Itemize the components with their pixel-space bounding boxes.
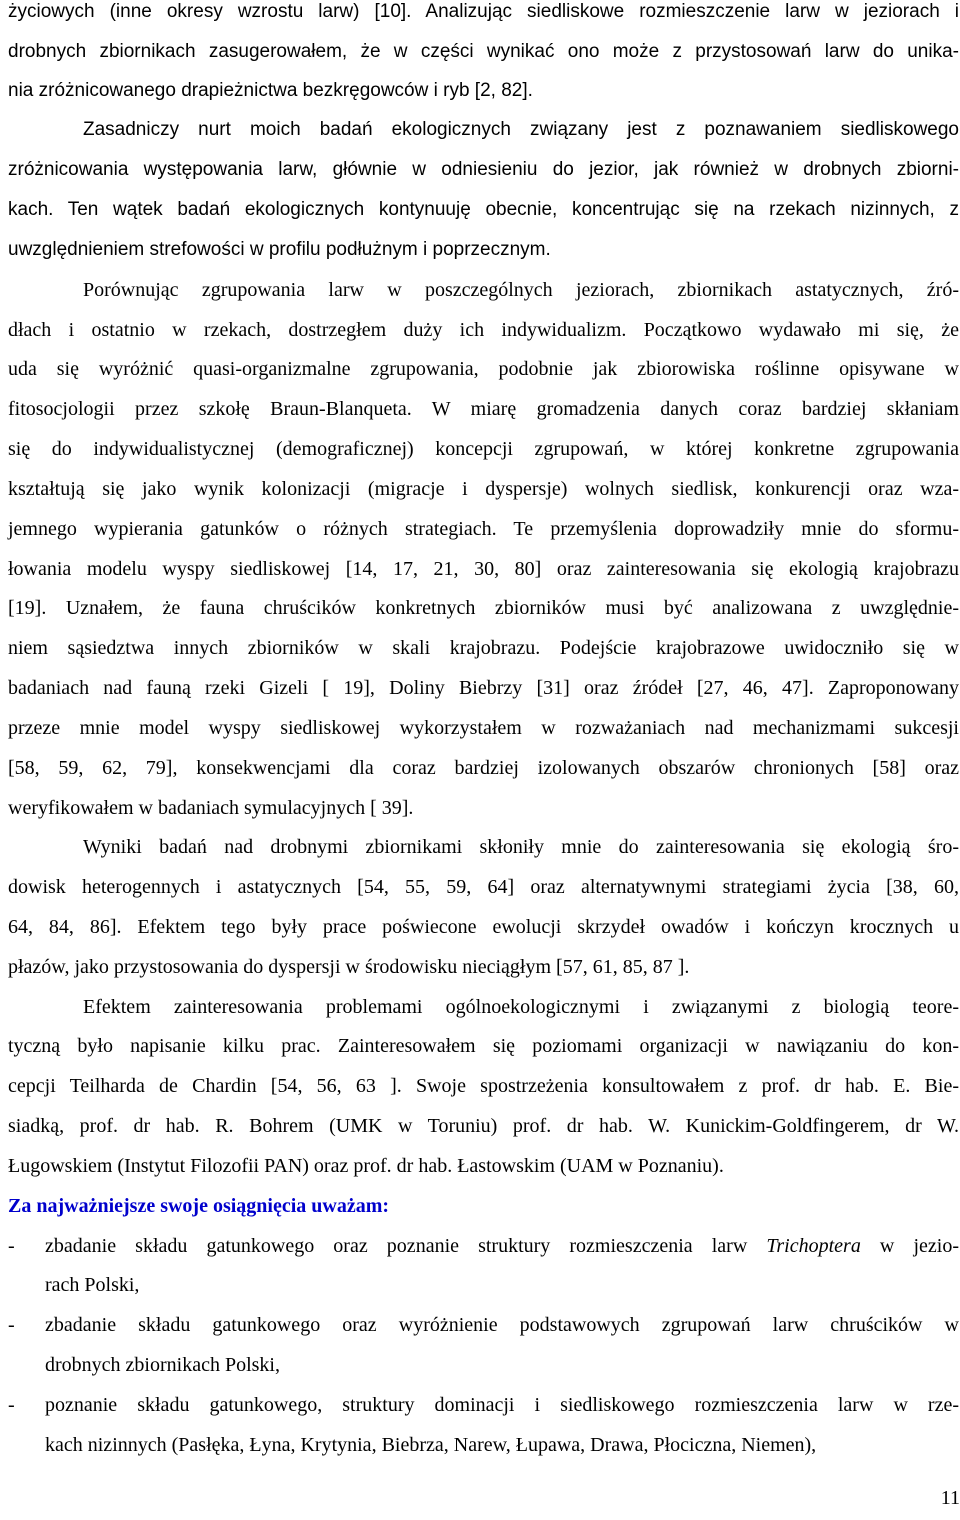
text-line: dłach i ostatnio w rzekach, dostrzegłem duży ich indywidualizm. Początkowo wydawało mi się, że <box>8 319 959 341</box>
bullet-item-line: kach nizinnych (Pasłęka, Łyna, Krytynia, Biebrza, Narew, Łupawa, Drawa, Płociczna, Niemen), <box>45 1434 817 1456</box>
text-line: [19]. Uznałem, że fauna chruścików konkretnych zbiorników musi być analizowana z uwzględnie- <box>8 597 959 619</box>
page-number: 11 <box>940 1487 960 1509</box>
text-line: płazów, jako przystosowania do dyspersji w środowisku nieciągłym [57, 61, 85, 87 ]. <box>8 956 690 978</box>
text-line: życiowych (inne okresy wzrostu larw) [10]. Analizując siedliskowe rozmieszczenie larw w jeziorach i <box>8 1 959 22</box>
text-line: kształtują się jako wynik kolonizacji (migracje i dyspersje) wolnych siedlisk, konkurencji oraz wza- <box>8 478 959 500</box>
text-line: cepcji Teilharda de Chardin [54, 56, 63 ]. Swoje spostrzeżenia konsultowałem z prof. dr hab. E. Bie- <box>8 1075 959 1097</box>
text-line: fitosocjologii przez szkołę Braun-Blanqueta. W miarę gromadzenia danych coraz bardziej skłaniam <box>8 398 959 420</box>
bullet-item-line: poznanie składu gatunkowego, struktury dominacji i siedliskowego rozmieszczenia larw w rze- <box>45 1394 959 1416</box>
bullet-dash: - <box>8 1235 15 1257</box>
bullet-text: w jezio- <box>860 1235 959 1257</box>
bullet-text: zbadanie składu gatunkowego oraz poznanie struktury rozmieszczenia larw <box>45 1235 767 1257</box>
text-line: dowisk heterogennych i astatycznych [54, 55, 59, 64] oraz alternatywnymi strategiami życia [38, 60, <box>8 876 959 898</box>
text-line: 64, 84, 86]. Efektem tego były prace poświecone ewolucji skrzydeł owadów i kończyn krocznych u <box>8 916 959 938</box>
text-line: tyczną było napisanie kilku prac. Zainteresowałem się poziomami organizacji w nawiązaniu do kon- <box>8 1035 959 1057</box>
text-line: badaniach nad fauną rzeki Gizeli [ 19], Doliny Biebrzy [31] oraz źródeł [27, 46, 47]. Zaproponowany <box>8 677 959 699</box>
bullet-item-line: rach Polski, <box>45 1274 140 1296</box>
text-line: przeze mnie model wyspy siedliskowej wykorzystałem w rozważaniach nad mechanizmami sukcesji <box>8 717 959 739</box>
bullet-dash: - <box>8 1394 15 1416</box>
bullet-italic-text: Trichoptera <box>766 1235 861 1257</box>
text-line: drobnych zbiornikach zasugerowałem, że w części wynikać ono może z przystosowań larw do unika- <box>8 41 959 62</box>
text-line: jemnego wypierania gatunków o różnych strategiach. Te przemyślenia doprowadziły mnie do sformu- <box>8 518 959 540</box>
text-line: [58, 59, 62, 79], konsekwencjami dla coraz bardziej izolowanych obszarów chronionych [58] oraz <box>8 757 959 779</box>
text-line: nia zróżnicowanego drapieżnictwa bezkręgowców i ryb [2, 82]. <box>8 80 533 101</box>
text-line: Efektem zainteresowania problemami ogólnoekologicznymi i związanymi z biologią teore- <box>83 996 959 1018</box>
text-line: uda się wyróżnić quasi-organizmalne zgrupowania, podobnie jak zbiorowiska roślinne opisywane w <box>8 358 959 380</box>
text-line: kach. Ten wątek badań ekologicznych kontynuuję obecnie, koncentrując się na rzekach nizinnych, z <box>8 199 959 220</box>
text-line: siadką, prof. dr hab. R. Bohrem (UMK w Toruniu) prof. dr hab. W. Kunickim-Goldfingerem, dr W. <box>8 1115 959 1137</box>
text-line: się do indywidualistycznej (demograficznej) koncepcji zgrupowań, w której konkretne zgrupowania <box>8 438 959 460</box>
text-line: łowania modelu wyspy siedliskowej [14, 17, 21, 30, 80] oraz zainteresowania się ekologią krajobrazu <box>8 558 959 580</box>
text-line: zróżnicowania występowania larw, głównie w odniesieniu do jezior, jak również w drobnych zbiorni- <box>8 159 959 180</box>
text-line: weryfikowałem w badaniach symulacyjnych [ 39]. <box>8 797 414 819</box>
text-line: niem sąsiedztwa innych zbiorników w skali krajobrazu. Podejście krajobrazowe uwidoczniło się w <box>8 637 959 659</box>
text-line: Zasadniczy nurt moich badań ekologicznych związany jest z poznawaniem siedliskowego <box>83 119 959 140</box>
text-line: Ługowskiem (Instytut Filozofii PAN) oraz prof. dr hab. Łastowskim (UAM w Poznaniu). <box>8 1155 724 1177</box>
text-line: uwzględnieniem strefowości w profilu podłużnym i poprzecznym. <box>8 239 551 260</box>
bullet-item-line: zbadanie składu gatunkowego oraz wyróżnienie podstawowych zgrupowań larw chruścików w <box>45 1314 959 1336</box>
text-line: Porównując zgrupowania larw w poszczególnych jeziorach, zbiornikach astatycznych, źró- <box>83 279 959 301</box>
bullet-item-line <box>45 1234 959 1274</box>
bullet-dash: - <box>8 1314 15 1336</box>
section-heading: Za najważniejsze swoje osiągnięcia uważam: <box>8 1195 390 1217</box>
bullet-item-line: drobnych zbiornikach Polski, <box>45 1354 280 1376</box>
text-line: Wyniki badań nad drobnymi zbiornikami skłoniły mnie do zainteresowania się ekologią śro- <box>83 836 959 858</box>
